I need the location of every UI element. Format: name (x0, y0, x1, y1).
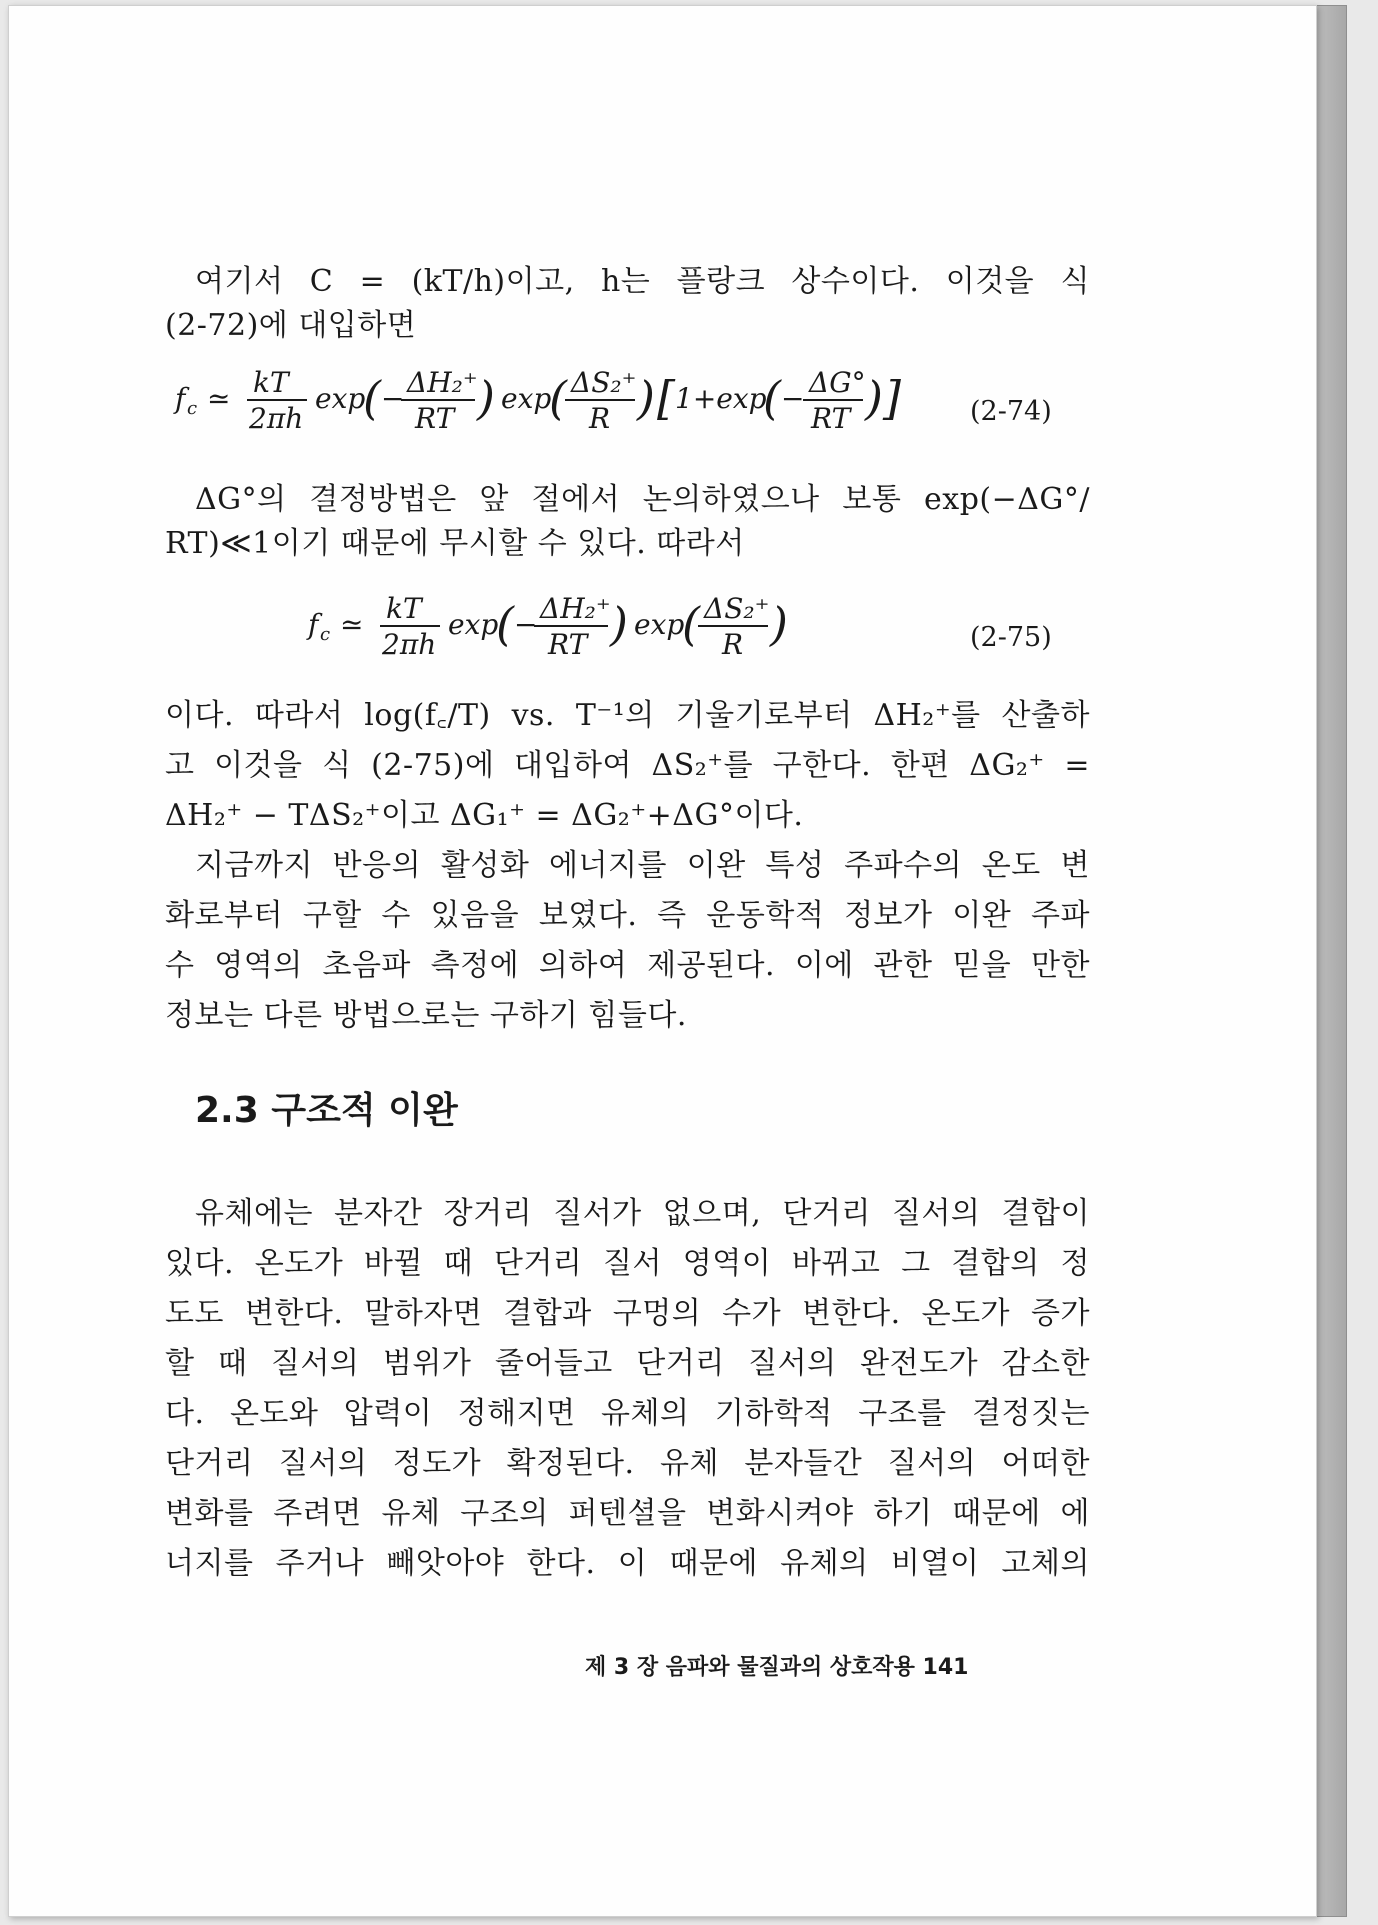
running-footer: 제 3 장 음파와 물질과의 상호작용 141 (585, 1655, 969, 1680)
svg-text:): ) (477, 371, 495, 425)
paragraph-4-line-4: 정보는 다른 방법으로는 구하기 힘들다. (165, 998, 687, 1033)
paragraph-5-line-7: 변화를 주려면 유체 구조의 퍼텐셜을 변화시켜야 하기 때문에 에 (165, 1496, 1090, 1531)
svg-text:ΔS₂⁺: ΔS₂⁺ (704, 592, 770, 625)
svg-text:(: ( (496, 597, 514, 651)
svg-text:RT: RT (811, 402, 851, 435)
svg-text:RT: RT (415, 402, 455, 435)
svg-text:ΔG°: ΔG° (809, 366, 866, 399)
svg-text:(: ( (763, 371, 781, 425)
svg-text:≃: ≃ (340, 608, 364, 641)
svg-text:−: − (381, 382, 405, 415)
svg-text:(: ( (682, 597, 700, 651)
svg-text:exp: exp (501, 382, 552, 415)
paragraph-5-line-5: 다. 온도와 압력이 정해지면 유체의 기하학적 구조를 결정짓는 (165, 1396, 1090, 1431)
svg-text:RT: RT (548, 628, 588, 661)
svg-text:exp: exp (634, 608, 685, 641)
paragraph-1-line-1: 여기서 C = (kT/h)이고, h는 플랑크 상수이다. 이것을 식 (195, 264, 1090, 299)
svg-text:exp: exp (448, 608, 499, 641)
svg-text:): ) (610, 597, 628, 651)
equation-number-2-75: (2-75) (970, 622, 1052, 653)
paragraph-4-line-3: 수 영역의 초음파 측정에 의하여 제공된다. 이에 관한 믿을 만한 (165, 948, 1090, 983)
equation-2-74-svg (175, 366, 995, 435)
svg-text:2πh: 2πh (249, 402, 304, 435)
paragraph-5-line-1: 유체에는 분자간 장거리 질서가 없으며, 단거리 질서의 결합이 (195, 1196, 1090, 1231)
paragraph-3-line-2: 고 이것을 식 (2-75)에 대입하여 ΔS₂⁺를 구한다. 한편 ΔG₂⁺ = (165, 748, 1090, 783)
svg-text:c: c (320, 624, 331, 645)
paragraph-4-line-1: 지금까지 반응의 활성화 에너지를 이완 특성 주파수의 온도 변 (195, 848, 1090, 883)
paragraph-5-line-3: 도도 변한다. 말하자면 결합과 구멍의 수가 변한다. 온도가 증가 (165, 1296, 1090, 1331)
paragraph-3-line-3: ΔH₂⁺ − TΔS₂⁺이고 ΔG₁⁺ = ΔG₂⁺+ΔG°이다. (165, 798, 804, 833)
equation-number-2-74: (2-74) (970, 396, 1052, 427)
svg-text:kT: kT (386, 592, 422, 625)
svg-text:exp: exp (315, 382, 366, 415)
svg-text:f: f (175, 382, 186, 415)
paragraph-5-line-6: 단거리 질서의 정도가 확정된다. 유체 분자들간 질서의 어떠한 (165, 1446, 1090, 1481)
svg-text:kT: kT (253, 366, 289, 399)
svg-text:R: R (589, 402, 611, 435)
paragraph-5-line-4: 할 때 질서의 범위가 줄어들고 단거리 질서의 완전도가 감소한 (165, 1346, 1090, 1381)
svg-text:): ) (865, 371, 883, 425)
svg-text:f: f (308, 608, 319, 641)
svg-text:(: ( (363, 371, 381, 425)
svg-text:c: c (187, 398, 198, 419)
svg-text:ΔH₂⁺: ΔH₂⁺ (407, 366, 478, 399)
svg-text:ΔH₂⁺: ΔH₂⁺ (540, 592, 611, 625)
page-edge (1315, 5, 1347, 1917)
svg-text:2πh: 2πh (382, 628, 437, 661)
svg-text:≃: ≃ (207, 382, 231, 415)
paragraph-5-line-8: 너지를 주거나 빼앗아야 한다. 이 때문에 유체의 비열이 고체의 (165, 1546, 1090, 1581)
svg-text:): ) (770, 597, 788, 651)
svg-text:R: R (722, 628, 744, 661)
svg-text:): ) (637, 371, 655, 425)
svg-text:(: ( (549, 371, 567, 425)
paragraph-1-line-2: (2-72)에 대입하면 (165, 308, 417, 343)
svg-text:−: − (514, 608, 538, 641)
equation-2-75-svg (308, 592, 828, 661)
paragraph-2-line-2: RT)≪1이기 때문에 무시할 수 있다. 따라서 (165, 526, 745, 561)
svg-text:1+exp: 1+exp (675, 382, 767, 415)
svg-text:[: [ (657, 371, 675, 425)
paragraph-3-line-1: 이다. 따라서 log(f꜀/T) vs. T⁻¹의 기울기로부터 ΔH₂⁺를 산출하 (165, 698, 1090, 733)
paragraph-2-line-1: ΔG°의 결정방법은 앞 절에서 논의하였으나 보통 exp(−ΔG°/ (195, 482, 1090, 517)
svg-text:ΔS₂⁺: ΔS₂⁺ (571, 366, 637, 399)
svg-text:−: − (781, 382, 805, 415)
svg-text:]: ] (883, 371, 901, 425)
paragraph-4-line-2: 화로부터 구할 수 있음을 보였다. 즉 운동학적 정보가 이완 주파 (165, 898, 1090, 933)
section-heading: 2.3 구조적 이완 (195, 1090, 458, 1131)
paragraph-5-line-2: 있다. 온도가 바뀔 때 단거리 질서 영역이 바뀌고 그 결합의 정 (165, 1246, 1090, 1281)
